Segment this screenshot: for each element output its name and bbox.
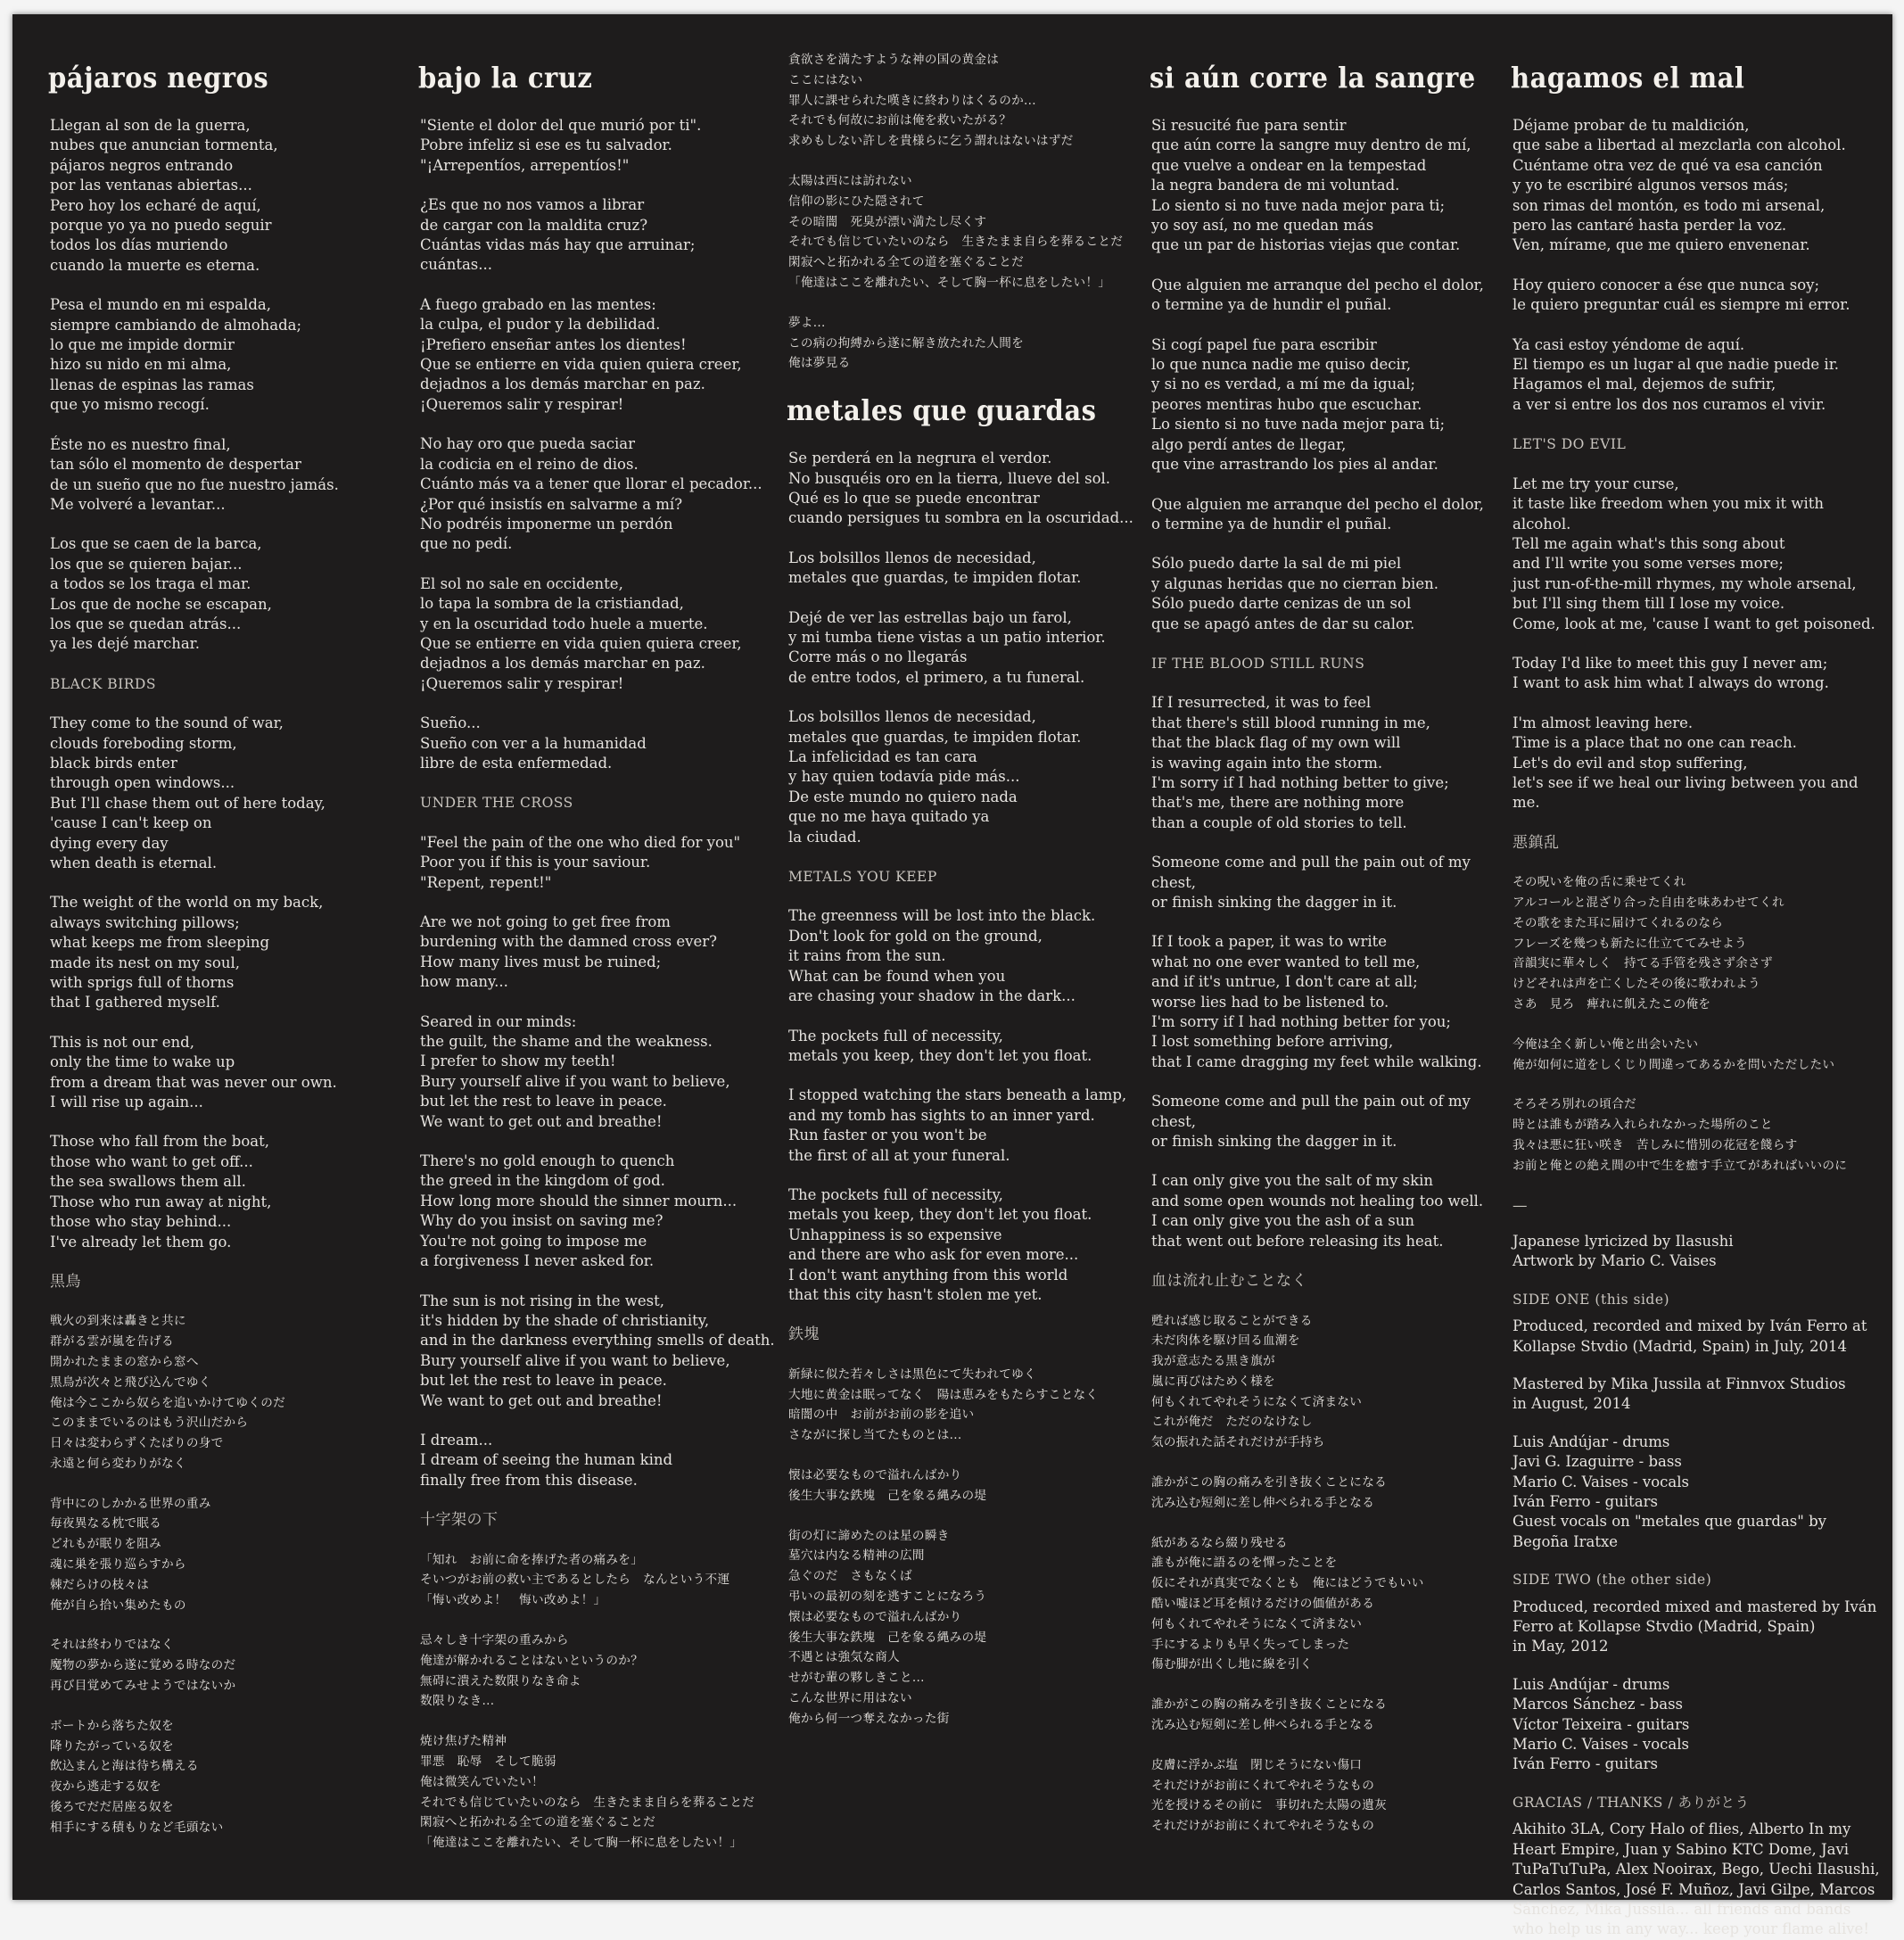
column-pajaros-negros xyxy=(48,50,387,1891)
japanese-lyrics xyxy=(418,1550,775,1853)
stanza: その呪いを俺の舌に乗せてくれ アルコールと混ざり合った自由を味あわせてくれ その歌をまた耳に届けてくれるのなら フレーズを幾つも新たに仕立ててみせよう 音韻実に華々しく 持てる手管を残さず余さず けどそれは声を亡くしたその後に歌われよう さあ 見ろ 痺れに飢えたこの俺を xyxy=(1512,875,1784,1011)
stanza: Let me try your curse, it taste like freedom when you mix it with alcohol. Tell me again what's this song about and I'll write you some verses more; just run-of-the-mill rhymes, my whole arsenal, but I'll sing them till I lose my voice. Come, look at me, 'cause I want to get poisoned. xyxy=(1512,475,1875,632)
stanza: 戦火の到来は轟きと共に 群がる雲が嵐を告げる 開かれたままの窓から窓へ 黒鳥が次々と飛び込んでゆく 俺は今ここから奴らを追いかけてゆくのだ このままでいるのはもう沢山だから 日々は変わらずくたばりの身で 永遠と何ら変わりがなく xyxy=(50,1314,285,1471)
stanza: Seared in our minds: the guilt, the shame and the weakness. I prefer to show my teeth! Bury yourself alive if you want to believe, but let the rest to leave in peace. We want to get out and breathe! xyxy=(420,1012,730,1130)
stanza: Los que se caen de la barca, los que se quieren bajar... a todos se los traga el mar. Los que de noche se escapan, los que se quedan atrás... ya les dejé marchar. xyxy=(50,535,272,653)
stanza: If I took a paper, it was to write what no one ever wanted to tell me, and if it's untrue, I don't care at all; worse lies had to be listened to. I'm sorry if I had nothing better for you; I lost something before arriving, that I came dragging my feet while walking. xyxy=(1151,933,1482,1070)
stanza: 懐は必要なもので溢れんばかり 後生大事な鉄塊 己を象る縄みの堤 xyxy=(788,1467,987,1503)
stanza: The pockets full of necessity, metals you keep, they don't let you float. Unhappiness is so expensive and there are who ask for even more... I don't want anything from this world that this city hasn't stolen me yet. xyxy=(788,1185,1092,1303)
stanza: 誰かがこの胸の痛みを引き抜くことになる 沈み込む短剣に差し伸べられる手となる xyxy=(1151,1475,1387,1510)
song-title: si aún corre la sangre xyxy=(1150,61,1476,95)
english-lyrics xyxy=(787,906,1148,1305)
japanese-lyrics xyxy=(787,1365,1148,1729)
stanza: 夢よ... この病の拘縛から遂に解き放たれた人間を 俺は夢見る xyxy=(788,315,1024,371)
stanza: 街の灯に諦めたのは星の瞬き 墓穴は内なる精神の広間 急ぐのだ さもなくば 弔いの最初の刻を逃すことになろう 懐は必要なもので溢れんばかり 後生大事な鉄塊 己を象る縄みの堤 不遇とは強気な商人 せがむ輩の夥しきこと... こんな世界に用はない 俺から何一つ奪えなかった街 xyxy=(788,1528,987,1726)
stanza: Dejé de ver las estrellas bajo un farol, y mi tumba tiene vistas a un patio interior. Corre más o no llegarás de entre todos, el primero, a tu funeral. xyxy=(788,608,1106,686)
stanza: I'm almost leaving here. Time is a place that no one can reach. Let's do evil and stop suffering, let's see if we heal our living between you and me. xyxy=(1512,714,1859,812)
stanza: 太陽は西には訪れない 信仰の影にひた隠されて その暗闇 死臭が漂い満たし尽くす それでも信じていたいのなら 生きたまま自らを葬ることだ 閑寂へと拓かれる全ての道を塞ぐることだ 「俺達はここを離れたい、そして胸一杯に息をしたい！」 xyxy=(788,173,1124,290)
english-lyrics xyxy=(418,833,775,1490)
credits-lyricist-artwork: Japanese lyricized by Ilasushi Artwork by Mario C. Vaises xyxy=(1512,1232,1734,1270)
stanza: The sun is not rising in the west, it's hidden by the shade of christianity, and in the darkness everything smells of death. Bury yourself alive if you want to believe, but let the rest to leave in peace. We want to get out and breathe! xyxy=(420,1292,775,1409)
stanza: No hay oro que pueda saciar la codicia en el reino de dios. Cuánto más va a tener que llorar el pecador... ¿Por qué insistís en salvarme a mí? No podréis imponerme un perdón que no pedí. xyxy=(420,435,762,553)
japanese-heading: 鉄塊 xyxy=(788,1325,820,1344)
stanza: If I resurrected, it was to feel that there's still blood running in me, that the black flag of my own will is waving again into the storm. I'm sorry if I had nothing better to give; that's me, there are nothing more than a couple of old stories to tell. xyxy=(1151,694,1449,831)
spanish-lyrics xyxy=(1511,116,1885,415)
stanza: This is not our end, only the time to wake up from a dream that was never our own. I will rise up again... xyxy=(50,1033,337,1111)
stanza: The pockets full of necessity, metals you keep, they don't let you float. xyxy=(788,1027,1092,1064)
side-two-lineup: Luis Andújar - drums Marcos Sánchez - bass Víctor Teixeira - guitars Mario C. Vaises - vocals Iván Ferro - guitars xyxy=(1512,1675,1690,1773)
song-title: pájaros negros xyxy=(48,61,269,95)
column-si-aun-corre-la-sangre xyxy=(1150,50,1515,1891)
japanese-lyrics xyxy=(1150,1311,1515,1837)
japanese-heading: 血は流れ止むことなく xyxy=(1151,1272,1307,1291)
column-hagamos-el-mal xyxy=(1511,50,1885,1938)
stanza: There's no gold enough to quench the greed in the kingdom of god. How long more should the sinner mourn... Why do you insist on saving me? You're not going to impose me a forgiveness I never asked for. xyxy=(420,1152,738,1270)
japanese-lyrics-continued xyxy=(787,50,1148,374)
stanza: A fuego grabado en las mentes: la culpa, el pudor y la debilidad. ¡Prefiero enseñar antes los dientes! Que se entierre en vida quien quiera creer, dejadnos a los demás marchar en paz. ¡Queremos salir y respirar! xyxy=(420,295,742,413)
japanese-heading: 十字架の下 xyxy=(420,1511,499,1530)
stanza: Los bolsillos llenos de necesidad, metales que guardas, te impiden flotar. La infelicidad es tan cara y hay quien todavía pide más... De este mundo no quiero nada que no me haya quitado ya la ciudad. xyxy=(788,708,1082,846)
stanza: "Feel the pain of the one who died for you" Poor you if this is your saviour. "Repent, repent!" xyxy=(420,833,741,891)
stanza: I dream... I dream of seeing the human kind finally free from this disease. xyxy=(420,1431,673,1489)
english-heading: BLACK BIRDS xyxy=(50,675,156,692)
stanza: 甦れば感じ取ることができる 未だ肉体を駆け回る血潮を 我が意志たる黒き旗が 嵐に再びはためく様を 何もくれてやれそうになくて済まない これが俺だ ただのなけなし 気の振れた話それだけが手持ち xyxy=(1151,1313,1363,1450)
stanza: I can only give you the salt of my skin and some open wounds not healing too well. I can only give you the ash of a sun that went out before releasing its heat. xyxy=(1151,1172,1484,1250)
stanza: それは終わりではなく 魔物の夢から遂に覚める時なのだ 再び目覚めてみせようではないか xyxy=(50,1638,236,1694)
stanza: Se perderá en la negrura el verdor. No busquéis oro en la tierra, llueve del sol. Qué es lo que se puede encontrar cuando persigues tu sombra en la oscuridad... xyxy=(788,450,1133,527)
side-two-heading: SIDE TWO (the other side) xyxy=(1512,1572,1712,1589)
stanza: 紙があるなら綴り残せる 誰もが俺に語るのを憚ったことを 仮にそれが真実でなくとも 俺にはどうでもいい 酷い嘘ほど耳を傾けるだけの価値がある 何もくれてやれそうになくて済まない 手にするよりも早く失ってしまった 傷む脚が出くし地に線を引く xyxy=(1151,1535,1424,1672)
credits xyxy=(1511,1232,1885,1940)
stanza: They come to the sound of war, clouds foreboding storm, black birds enter through open windows... But I'll chase them out of here today, 'cause I can't keep on dying every day when death is eternal. xyxy=(50,714,326,871)
side-one-production: Produced, recorded and mixed by Iván Ferro at Kollapse Stvdio (Madrid, Spain) in July, 2014 xyxy=(1512,1317,1867,1355)
stanza: Los bolsillos llenos de necesidad, metales que guardas, te impiden flotar. xyxy=(788,549,1082,587)
english-heading: IF THE BLOOD STILL RUNS xyxy=(1151,655,1365,672)
lyric-sheet xyxy=(12,14,1892,1938)
stanza: I stopped watching the stars beneath a lamp, and my tomb has sights to an inner yard. Run faster or you won't be the first of all at your funeral. xyxy=(788,1086,1127,1164)
stanza: Éste no es nuestro final, tan sólo el momento de despertar de un sueño que no fue nuestro jamás. Me volveré a levantar... xyxy=(50,435,339,513)
side-one-lineup: Luis Andújar - drums Javi G. Izaguirre - bass Mario C. Vaises - vocals Iván Ferro - guitars Guest vocals on "metales que guardas" by Begoña Iratxe xyxy=(1512,1432,1826,1550)
stanza: 今俺は全く新しい俺と出会いたい 俺が如何に道をしくじり間違ってあるかを問いただしたい xyxy=(1512,1036,1835,1072)
spanish-lyrics xyxy=(787,449,1148,847)
stanza: Ya casi estoy yéndome de aquí. El tiempo es un lugar al que nadie puede ir. Hagamos el mal, dejemos de sufrir, a ver si entre los dos nos curamos el vivir. xyxy=(1512,335,1840,413)
stanza: 貪欲さを満たすような神の国の黄金は ここにはない 罪人に課せられた嘆きに終わりはくるのか... それでも何故にお前は俺を救いたがる？ 求めもしない許しを貴様らに乞う謂れはないはずだ xyxy=(788,53,1074,149)
stanza: El sol no sale en occidente, lo tapa la sombra de la cristiandad, y en la oscuridad todo huele a muerte. Que se entierre en vida quien quiera creer, dejadnos a los demás marchar en paz. ¡Queremos salir y respirar! xyxy=(420,574,742,692)
spanish-lyrics xyxy=(418,116,775,773)
stanza: Déjame probar de tu maldición, que sabe a libertad al mezclarla con alcohol. Cuéntame otra vez de qué va esa canción y yo te escribiré algunos versos más; son rimas del montón, es todo mi arsenal, pero las cantaré hasta perder la voz. Ven, mírame, que me quiero envenenar. xyxy=(1512,117,1846,254)
stanza: Someone come and pull the pain out of my chest, or finish sinking the dagger in it. xyxy=(1151,1093,1471,1151)
english-heading: UNDER THE CROSS xyxy=(420,795,573,812)
thanks-list: Akihito 3LA, Cory Halo of flies, Alberto In my Heart Empire, Juan y Sabino KTC Dome, Javi TuPaTuTuPa, Alex Nooirax, Bego, Uechi Ilasushi, Carlos Santos, José F. Muñoz, Javi Gilpe, Marcos Sánchez, Mika Jussila... all friends and bands who help us in any way... keep your flame alive! xyxy=(1512,1820,1880,1938)
spanish-lyrics xyxy=(1150,116,1515,634)
stanza: Pesa el mundo en mi espalda, siempre cambiando de almohada; lo que me impide dormir hizo su nido en mi alma, llenas de espinas las ramas que yo mismo recogí. xyxy=(50,296,302,414)
japanese-heading: 悪鎮乱 xyxy=(1512,833,1560,852)
stanza: Sueño... Sueño con ver a la humanidad libre de esta enfermedad. xyxy=(420,714,647,772)
side-one-mastering: Mastered by Mika Jussila at Finnvox Studios in August, 2014 xyxy=(1512,1375,1846,1413)
column-metales-que-guardas xyxy=(787,50,1148,1891)
stanza: 誰かがこの胸の痛みを引き抜くことになる 沈み込む短剣に差し伸べられる手となる xyxy=(1151,1697,1387,1733)
stanza: Que alguien me arranque del pecho el dolor, o termine ya de hundir el puñal. xyxy=(1151,276,1484,314)
column-bajo-la-cruz xyxy=(418,50,775,1891)
english-heading: LET'S DO EVIL xyxy=(1512,436,1627,453)
stanza: 皮膚に浮かぶ塩 閉じそうにない傷口 それだけがお前にくれてやれそうなもの 光を授けるその前に 事切れた太陽の遺灰 それだけがお前にくれてやれそうなもの xyxy=(1151,1757,1387,1834)
stanza: ¿Es que no nos vamos a librar de cargar con la maldita cruz? Cuántas vidas más hay que arruinar; cuántas... xyxy=(420,196,696,274)
stanza: Que alguien me arranque del pecho el dolor, o termine ya de hundir el puñal. xyxy=(1151,495,1484,532)
stanza: 「知れ お前に命を捧げた者の痛みを」 そいつがお前の救い主であるとしたら なんという不運 「悔い改めよ！ 悔い改めよ！」 xyxy=(420,1552,730,1608)
english-heading: METALS YOU KEEP xyxy=(788,869,937,886)
stanza: The weight of the world on my back, always switching pillows; what keeps me from sleeping made its nest on my soul, with sprigs full of thorns that I gathered myself. xyxy=(50,894,324,1011)
stanza: Those who fall from the boat, those who want to get off... the sea swallows them all. Those who run away at night, those who stay behind... I've already let them go. xyxy=(50,1133,272,1251)
stanza: 新緑に似た若々しさは黒色にて失われてゆく 大地に黄金は眠ってなく 陽は恵みをもたらすことなく 暗闇の中 お前がお前の影を追い さながに探し当てたものとは... xyxy=(788,1366,1099,1443)
stanza: 焼け焦げた精神 罪悪 恥辱 そして脆弱 俺は微笑んでいたい！ それでも信じていたいのなら 生きたまま自らを葬ることだ 閑寂へと拓かれる全ての道を塞ぐることだ 「俺達はここを離れたい、そして胸一杯に息をしたい！」 xyxy=(420,1734,755,1851)
side-one-heading: SIDE ONE (this side) xyxy=(1512,1291,1670,1308)
song-title: hagamos el mal xyxy=(1511,61,1745,95)
english-lyrics xyxy=(1150,693,1515,1251)
song-title: metales que guardas xyxy=(787,393,1097,427)
divider-dash: — xyxy=(1512,1196,1528,1214)
spanish-lyrics xyxy=(48,116,387,655)
english-lyrics xyxy=(48,714,387,1252)
stanza: The greenness will be lost into the black. Don't look for gold on the ground, it rains from the sun. What can be found when you are chasing your shadow in the dark... xyxy=(788,907,1096,1005)
japanese-heading: 黒鳥 xyxy=(50,1272,81,1291)
stanza: Today I'd like to meet this guy I never am; I want to ask him what I always do wrong. xyxy=(1512,654,1829,692)
stanza: "Siente el dolor del que murió por ti". Pobre infeliz si ese es tu salvador. "¡Arrepentíos, arrepentíos!" xyxy=(420,117,702,174)
stanza: Sólo puedo darte la sal de mi piel y algunas heridas que no cierran bien. Sólo puedo darte cenizas de un sol que se apagó antes de dar su calor. xyxy=(1151,555,1438,632)
thanks-heading: GRACIAS / THANKS / ありがとう xyxy=(1512,1794,1750,1811)
japanese-lyrics xyxy=(1511,872,1885,1176)
song-title: bajo la cruz xyxy=(418,61,593,95)
stanza: 背中にのしかかる世界の重み 毎夜異なる枕で眠る どれもが眠りを阻み 魂に巣を張り巡らすから 棘だらけの枝々は 俺が自ら拾い集めたもの xyxy=(50,1496,211,1613)
japanese-lyrics xyxy=(48,1311,387,1837)
stanza: Someone come and pull the pain out of my chest, or finish sinking the dagger in it. xyxy=(1151,854,1471,911)
stanza: Are we not going to get free from burdening with the damned cross ever? How many lives must be ruined; how many... xyxy=(420,913,717,991)
stanza: ボートから落ちた奴を 降りたがっている奴を 飲込まんと海は待ち構える 夜から逃走する奴を 後ろでだだ居座る奴を 相手にする積もりなど毛頭ない xyxy=(50,1718,224,1835)
stanza: Hoy quiero conocer a ése que nunca soy; le quiero preguntar cuál es siempre mi error. xyxy=(1512,276,1850,314)
stanza: 忌々しき十字架の重みから 俺達が解かれることはないというのか？ 無碍に潰えた数限りなき命よ 数限りなき... xyxy=(420,1632,644,1709)
stanza: Llegan al son de la guerra, nubes que anuncian tormenta, pájaros negros entrando por las ventanas abiertas... Pero hoy los echaré de aquí, porque yo ya no puedo seguir todos los días muriendo cuando la muerte es eterna. xyxy=(50,117,278,274)
stanza: Si cogí papel fue para escribir lo que nunca nadie me quiso decir, y si no es verdad, a mí me da igual; peores mentiras hubo que escuchar. Lo siento si no tuve nada mejor para ti; algo perdí antes de llegar, que vine arrastrando los pies al andar. xyxy=(1151,335,1446,474)
stanza: Si resucité fue para sentir que aún corre la sangre muy dentro de mí, que vuelve a ondear en la tempestad la negra bandera de mi voluntad. Lo siento si no tuve nada mejor para ti; yo soy así, no me quedan más que un par de historias viejas que contar. xyxy=(1151,117,1471,254)
english-lyrics xyxy=(1511,475,1885,813)
stanza: そろそろ別れの頃合だ 時とは誰もが踏み入れられなかった場所のこと 我々は悪に狂い咲き 苦しみに惜別の花冠を餞らす お前と俺との絶え間の中で生を癒す手立てがあればいいのに xyxy=(1512,1097,1848,1173)
side-two-production: Produced, recorded mixed and mastered by Iván Ferro at Kollapse Stvdio (Madrid, Spain) in May, 2012 xyxy=(1512,1597,1877,1655)
